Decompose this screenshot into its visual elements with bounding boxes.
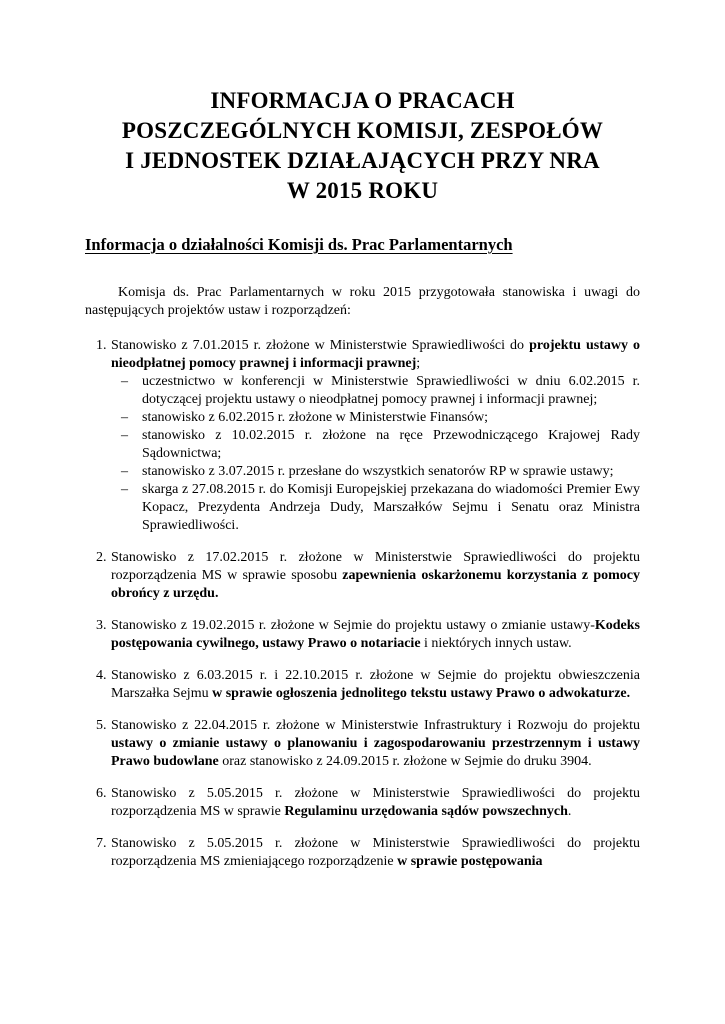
dash-bullet-marker: – (121, 482, 128, 497)
bold-text: w sprawie ogłoszenia jednolitego tekstu ustawy Prawo o adwokaturze. (212, 686, 631, 701)
document-title (85, 86, 640, 206)
list-item-text (111, 549, 640, 603)
list-item (85, 717, 640, 771)
text: . (567, 804, 572, 819)
text: Stanowisko z 7.01.2015 r. złożone w Ministerstwie Sprawiedliwości do (111, 338, 530, 353)
intro-paragraph: Komisja ds. Prac Parlamentarnych w roku 2015 przygotowała stanowiska i uwagi do następujących projektów ustaw i rozporządzeń: (85, 285, 640, 318)
text: skarga z 27.08.2015 r. do Komisji Europejskiej przekazana do wiadomości Premier Ewy Kopacz, Prezydenta Andrzeja Dudy, Marszałków Sejmu i Senatu oraz Ministra Sprawiedliwości. (142, 482, 640, 533)
dash-bullet-marker: – (121, 464, 128, 479)
title-line: W 2015 ROKU (286, 178, 439, 203)
list-item-number: 4. (96, 668, 107, 683)
list-item (85, 549, 640, 603)
list-item-number: 1. (96, 338, 107, 353)
numbered-list (85, 337, 640, 871)
list-item-number: 5. (96, 718, 107, 733)
sub-list-item-text (142, 373, 640, 409)
list-item-main (85, 835, 640, 871)
text: uczestnictwo w konferencji w Ministerstwie Sprawiedliwości w dniu 6.02.2015 r. dotyczącej projektu ustawy o nieodpłatnej pomocy prawnej i informacji prawnej; (142, 374, 640, 407)
text: Stanowisko z 19.02.2015 r. złożone w Sejmie do projektu ustawy o zmianie ustawy- (111, 618, 595, 633)
list-item-main (85, 717, 640, 771)
sub-list-item-text (142, 409, 640, 427)
list-item (85, 785, 640, 821)
list-item (85, 667, 640, 703)
section-heading: Informacja o działalności Komisji ds. Prac Parlamentarnych (85, 235, 513, 254)
bold-text: w sprawie postępowania (397, 854, 543, 869)
list-item (85, 617, 640, 653)
bold-text: ustawy o zmianie ustawy o planowaniu i zagospodarowaniu przestrzennym i ustawy Prawo budowlane (111, 736, 640, 769)
text: stanowisko z 10.02.2015 r. złożone na ręce Przewodniczącego Krajowej Rady Sądownictwa; (142, 428, 640, 461)
list-item (85, 337, 640, 535)
list-item-main (85, 337, 640, 373)
list-item-number: 3. (96, 618, 107, 633)
text: stanowisko z 6.02.2015 r. złożone w Ministerstwie Finansów; (142, 410, 489, 425)
title-line: I JEDNOSTEK DZIAŁAJĄCYCH PRZY NRA (125, 148, 600, 173)
text: Stanowisko z 5.05.2015 r. złożone w Ministerstwie Sprawiedliwości do projektu rozporządzenia MS w sprawie (111, 786, 640, 819)
list-item-text (111, 835, 640, 871)
sub-list-item (85, 373, 640, 409)
list-item-text (111, 337, 640, 373)
text: Stanowisko z 5.05.2015 r. złożone w Ministerstwie Sprawiedliwości do projektu rozporządzenia MS zmieniającego rozporządzenie (111, 836, 640, 869)
text: i niektórych innych ustaw. (420, 636, 572, 651)
list-item-text (111, 785, 640, 821)
list-item-number: 7. (96, 836, 107, 851)
sub-list-item-text (142, 481, 640, 535)
list-item-main (85, 549, 640, 603)
sub-list-item (85, 463, 640, 481)
title-line: INFORMACJA O PRACACH (210, 88, 515, 113)
dash-bullet-marker: – (121, 374, 128, 389)
text: ; (416, 356, 421, 371)
list-item-text (111, 667, 640, 703)
bold-text: Regulaminu urzędowania sądów powszechnych (284, 804, 568, 819)
bold-text: zapewnienia oskarżonemu korzystania z pomocy obrońcy z urzędu. (111, 568, 640, 601)
bold-text: projektu ustawy o nieodpłatnej pomocy prawnej i informacji prawnej (111, 338, 640, 371)
list-item-main (85, 785, 640, 821)
list-item-number: 2. (96, 550, 107, 565)
text: Stanowisko z 22.04.2015 r. złożone w Ministerstwie Infrastruktury i Rozwoju do projektu (111, 718, 640, 733)
list-item-number: 6. (96, 786, 107, 801)
text: stanowisko z 3.07.2015 r. przesłane do wszystkich senatorów RP w sprawie ustawy; (142, 464, 614, 479)
sub-list-item (85, 427, 640, 463)
dash-bullet-marker: – (121, 428, 128, 443)
text: Stanowisko z 6.03.2015 r. i 22.10.2015 r. złożone w Sejmie do projektu obwieszczenia Marszałka Sejmu (111, 668, 640, 701)
text: Stanowisko z 17.02.2015 r. złożone w Ministerstwie Sprawiedliwości do projektu rozporządzenia MS w sprawie sposobu (111, 550, 640, 583)
title-line: POSZCZEGÓLNYCH KOMISJI, ZESPOŁÓW (121, 118, 604, 143)
sub-list-item (85, 409, 640, 427)
bold-text: Kodeks postępowania cywilnego, ustawy Prawo o notariacie (111, 618, 640, 651)
list-item-main (85, 667, 640, 703)
list-item (85, 835, 640, 871)
sub-list-item-text (142, 463, 640, 481)
list-item-main (85, 617, 640, 653)
text: oraz stanowisko z 24.09.2015 r. złożone w Sejmie do druku 3904. (218, 754, 592, 769)
list-item-text (111, 717, 640, 771)
list-item-text (111, 617, 640, 653)
sub-list-item (85, 481, 640, 535)
sub-list-item-text (142, 427, 640, 463)
dash-bullet-marker: – (121, 410, 128, 425)
